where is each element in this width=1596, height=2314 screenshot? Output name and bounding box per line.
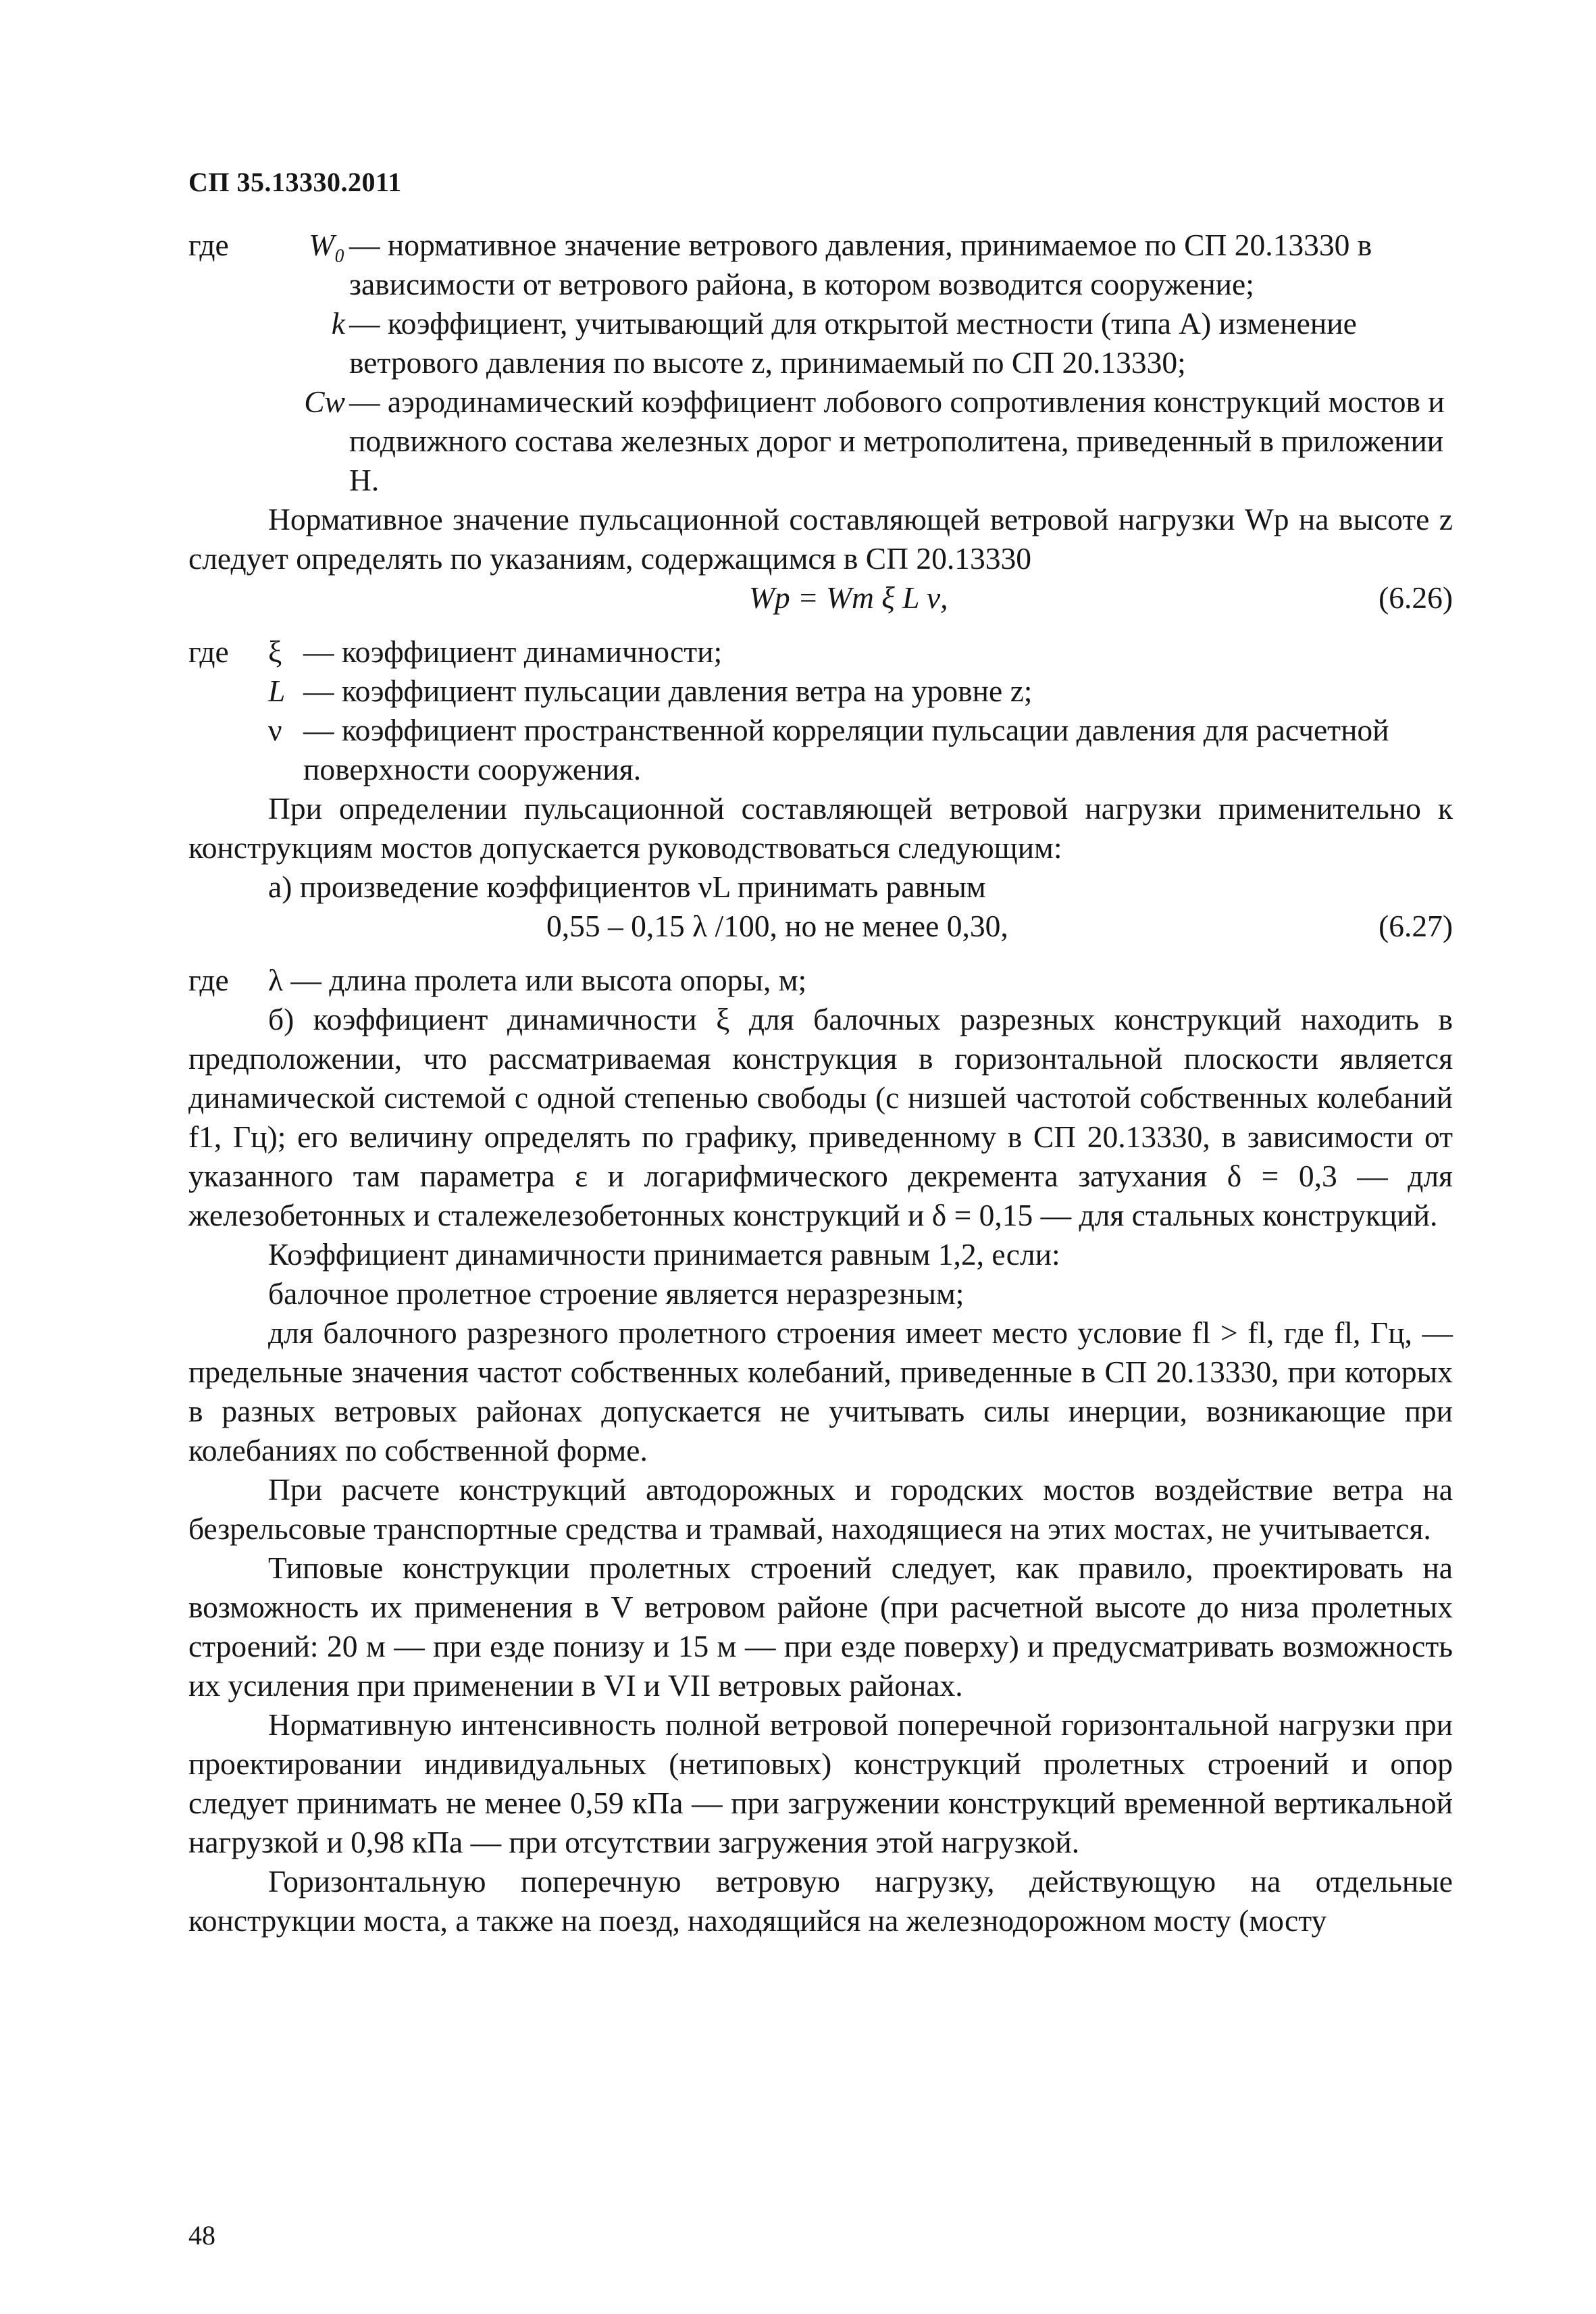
definition-w0: — нормативное значение ветрового давления, принимаемое по СП 20.13330 в зависимости от ветрового района, в котором возводится сооружение; <box>349 228 1372 301</box>
definitions-xi-l-nu <box>188 632 1453 789</box>
formula-6-26 <box>188 578 1453 632</box>
paragraph-road-bridges: При расчете конструкций автодорожных и городских мостов воздействие ветра на безрельсовые транспортные средства и трамвай, находящиеся на этих мостах, не учитывается. <box>188 1472 1453 1546</box>
formula-number: (6.26) <box>1379 580 1453 615</box>
paragraph-frequency-condition: для балочного разрезного пролетного строения имеет место условие fl > fl, где fl, Гц, — предельные значения частот собственных колебаний, приведенные в СП 20.13330, при которых в разных ветровых районах допускается не учитывать силы инерции, возникающие при колебаниях по собственной форме. <box>188 1315 1453 1467</box>
paragraph-horizontal-load: Горизонтальную поперечную ветровую нагрузку, действующую на отдельные конструкции моста, а также на поезд, находящийся на железнодорожном мосту (мосту <box>188 1864 1453 1938</box>
symbol-cw: Cw <box>304 384 345 419</box>
paragraph-application: При определении пульсационной составляющей ветровой нагрузки применительно к конструкциям мостов допускается руководствоваться следующим: <box>188 791 1453 865</box>
symbol-xi: ξ <box>268 634 282 669</box>
definition-nu: — коэффициент пространственной корреляции пульсации давления для расчетной поверхности сооружения. <box>303 713 1389 786</box>
formula-expression: 0,55 – 0,15 λ /100, но не менее 0,30, <box>546 909 1008 943</box>
paragraph-continuous-span: балочное пролетное строение является неразрезным; <box>268 1276 964 1311</box>
symbol-l: L <box>268 674 286 708</box>
page-number: 48 <box>188 2220 215 2250</box>
symbol-k: k <box>331 306 345 341</box>
where-label: где <box>188 228 229 262</box>
document-header: СП 35.13330.2011 <box>188 167 402 197</box>
item-b: б) коэффициент динамичности ξ для балочных разрезных конструкций находить в предположении, что рассматриваемая конструкция в горизонтальной плоскости является динамической системой с одной степенью свободы (с низшей частотой собственных колебаний f1, Гц); его величину определять по графику, приведенному в СП 20.13330, в зависимости от указанного там параметра ε и логарифмического декремента затухания δ = 0,3 — для железобетонных и сталежелезобетонных конструкций и δ = 0,15 — для стальных конструкций. <box>188 1002 1453 1232</box>
paragraph-dynamic-coefficient: Коэффициент динамичности принимается равным 1,2, если: <box>268 1237 1060 1272</box>
formula-6-27 <box>188 907 1453 961</box>
definitions-w0-k-cw <box>188 226 1453 500</box>
where-label-empty <box>188 711 268 789</box>
where-label: где <box>188 634 229 669</box>
formula-number: (6.27) <box>1379 909 1453 943</box>
where-label-empty <box>188 382 268 500</box>
paragraph-typical-structures: Типовые конструкции пролетных строений следует, как правило, проектировать на возможность их применения в V ветровом районе (при расчетной высоте до низа пролетных строений: 20 м — при езде понизу и 15 м — при езде поверху) и предусматривать возможность их усиления при применении в VI и VII ветровых районах. <box>188 1551 1453 1703</box>
definition-xi: — коэффициент динамичности; <box>303 634 723 669</box>
where-label-empty <box>188 304 268 382</box>
definition-cw: — аэродинамический коэффициент лобового сопротивления конструкций мостов и подвижного состава железных дорог и метрополитена, приведенный в приложении Н. <box>349 384 1445 497</box>
paragraph-pulsation: Нормативное значение пульсационной составляющей ветровой нагрузки Wp на высоте z следует определять по указаниям, содержащимся в СП 20.13330 <box>188 502 1453 576</box>
symbol-nu: ν <box>268 713 282 747</box>
definition-k: — коэффициент, учитывающий для открытой местности (типа А) изменение ветрового давления по высоте z, принимаемый по СП 20.13330; <box>349 306 1357 380</box>
definition-l: — коэффициент пульсации давления ветра на уровне z; <box>303 674 1033 708</box>
definition-lambda <box>188 961 1453 1000</box>
item-a: а) произведение коэффициентов νL принимать равным <box>268 870 986 904</box>
paragraph-normative-intensity: Нормативную интенсивность полной ветровой поперечной горизонтальной нагрузки при проектировании индивидуальных (нетиповых) конструкций пролетных строений и опор следует принимать не менее 0,59 кПа — при загружении конструкций временной вертикальной нагрузкой и 0,98 кПа — при отсутствии загружения этой нагрузкой. <box>188 1707 1453 1859</box>
definition-lambda-text: λ — длина пролета или высота опоры, м; <box>268 963 807 997</box>
where-label: где <box>188 963 229 997</box>
page-content <box>188 226 1453 1940</box>
formula-expression: Wp = Wm ξ L ν, <box>749 580 948 615</box>
symbol-w0: W₀ <box>309 228 345 262</box>
where-label-empty <box>188 672 268 711</box>
